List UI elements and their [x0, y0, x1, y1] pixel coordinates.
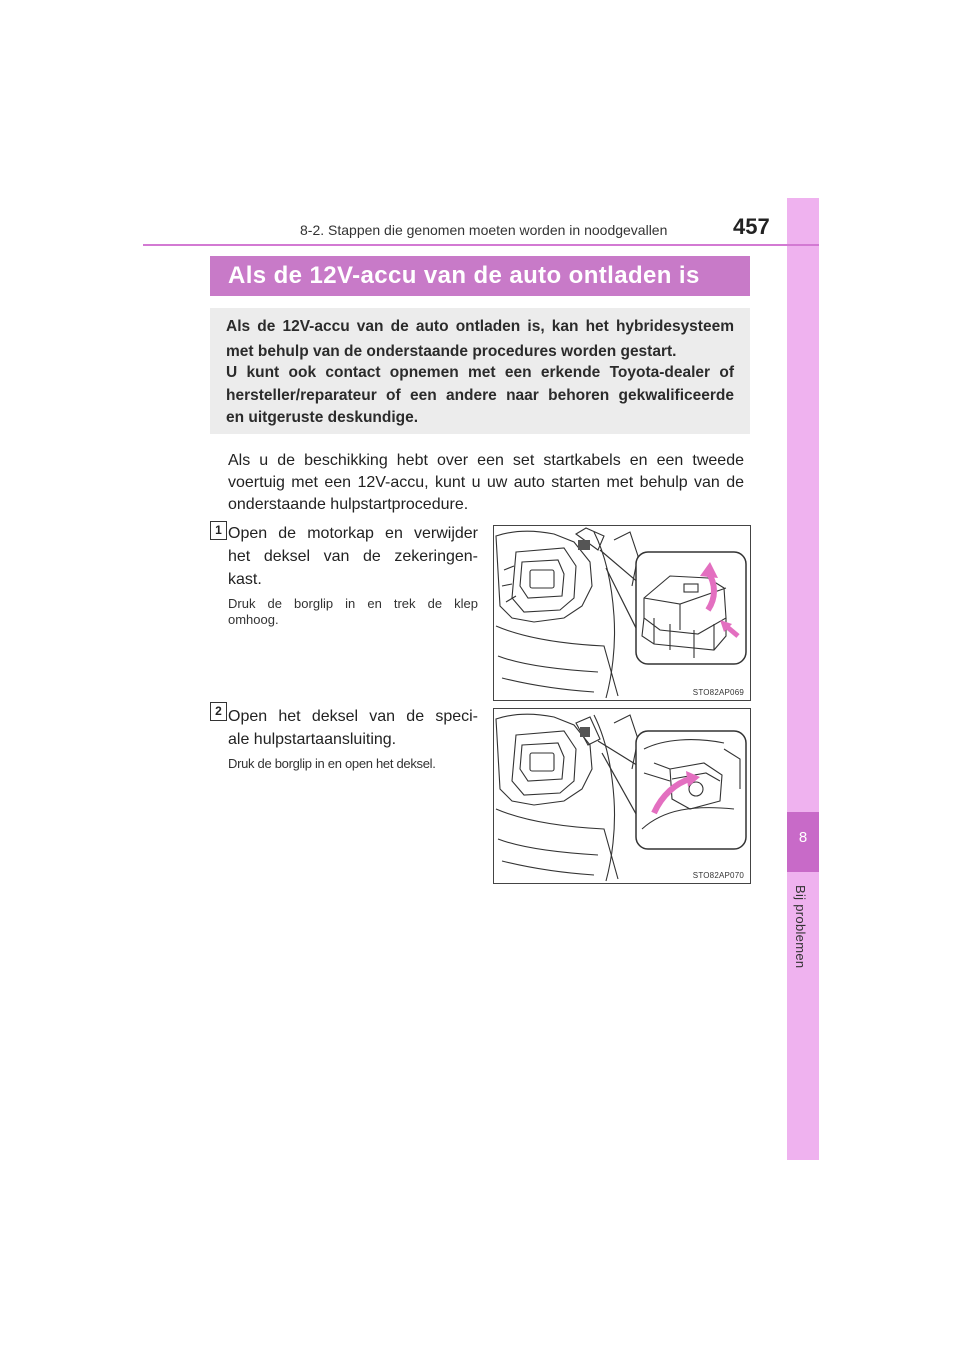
body-line: onderstaande hulpstartprocedure.	[228, 496, 469, 513]
body-line: voertuig met een 12V-accu, kunt u uw auto starten met behulp van de	[228, 474, 744, 491]
figure-code: STO82AP069	[692, 688, 744, 697]
header-divider	[143, 244, 819, 246]
step-text-line: ale hulpstartaansluiting.	[228, 731, 397, 748]
intro-line: hersteller/reparateur of een andere naar behoren gekwalificeerde	[226, 387, 734, 404]
step-text-line: kast.	[228, 571, 262, 588]
side-tab-chapter-title: Bij problemen	[793, 885, 808, 969]
page-number: 457	[733, 214, 770, 239]
step-number-box: 1	[210, 521, 227, 540]
intro-line: Als de 12V-accu van de auto ontladen is, kan het hybridesysteem	[226, 318, 734, 335]
intro-line: met behulp van de onderstaande procedures worden gestart.	[226, 343, 677, 360]
intro-line: en uitgeruste deskundige.	[226, 409, 419, 426]
section-title-banner	[210, 256, 750, 296]
side-tab-strip	[787, 198, 819, 1160]
intro-line: U kunt ook contact opnemen met een erkende Toyota-dealer of	[226, 364, 734, 381]
step-text-line: het deksel van de zekeringen-	[228, 548, 478, 565]
intro-box	[210, 308, 750, 434]
figure-jump-start-terminal-cover	[493, 708, 751, 884]
step-note-line: Druk de borglip in en trek de klep	[228, 596, 478, 611]
body-line: Als u de beschikking hebt over een set startkabels en een tweede	[228, 452, 744, 469]
step-number-box: 2	[210, 702, 227, 721]
figure-fuse-box-cover	[493, 525, 751, 701]
step-note-line: omhoog.	[228, 612, 279, 627]
step-note-line: Druk de borglip in en open het deksel.	[228, 756, 436, 771]
engine-bay-illustration	[494, 526, 750, 700]
section-title: Als de 12V-accu van de auto ontladen is	[228, 262, 700, 289]
step-text-line: Open de motorkap en verwijder	[228, 525, 478, 542]
side-tab-chapter-number: 8	[798, 829, 808, 846]
step-text-line: Open het deksel van de speci-	[228, 708, 478, 725]
section-header: 8-2. Stappen die genomen moeten worden in noodgevallen	[300, 222, 668, 238]
figure-code: STO82AP070	[692, 871, 744, 880]
engine-bay-illustration	[494, 709, 750, 883]
